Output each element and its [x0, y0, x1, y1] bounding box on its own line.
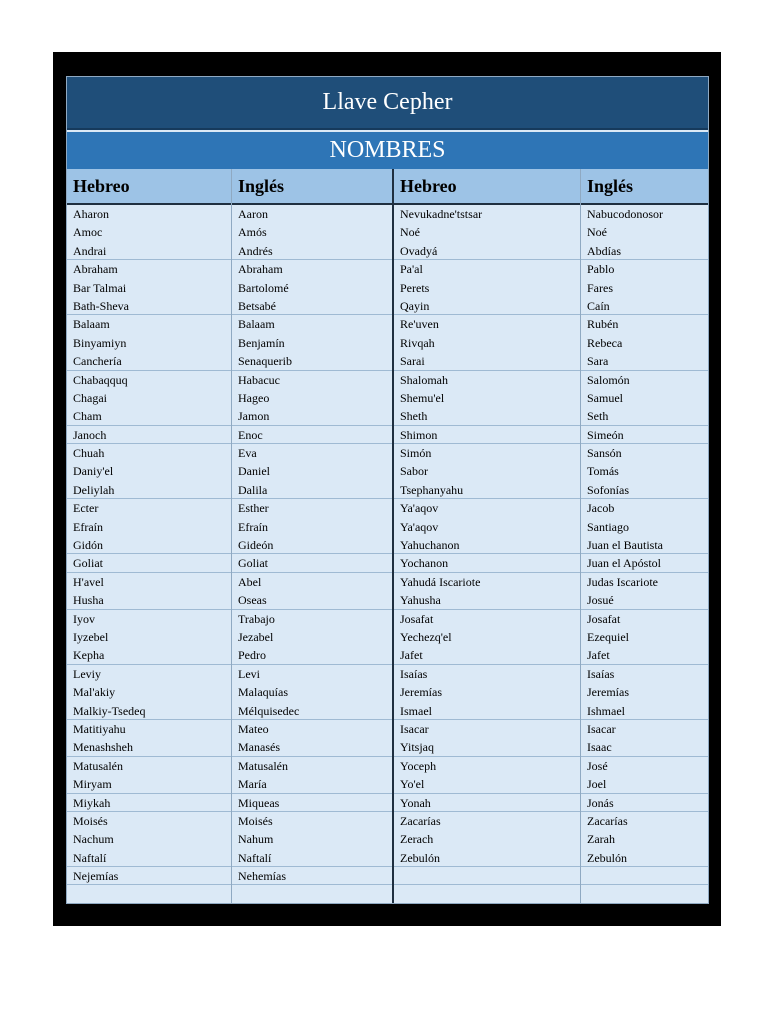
cell-hebrew-right: Yechezq'el [400, 629, 452, 644]
cell-hebrew-left: Leviy [73, 666, 101, 681]
cell-hebrew-left: Abraham [73, 262, 118, 277]
cell-hebrew-right: Perets [400, 280, 430, 295]
cell-hebrew-left: Aharon [73, 207, 109, 221]
cell-english-left: Moisés [238, 813, 273, 828]
cell-hebrew-left: Malkiy-Tsedeq [66, 702, 231, 720]
cell-hebrew-right: Zerach [400, 832, 434, 847]
cell-english-left: Enoc [231, 426, 393, 444]
header-hebrew-left: Hebreo [73, 176, 130, 196]
cell-hebrew-left: Bath-Sheva [66, 297, 231, 315]
cell-hebrew-left: Amoc [73, 225, 103, 240]
cell-english-left: Manasés [231, 738, 393, 756]
cell-english-right: Juan el Apóstol [580, 554, 709, 572]
header-english-right: Inglés [587, 176, 634, 196]
cell-english-left: Nahum [238, 832, 274, 847]
cell-hebrew-right: Sarai [393, 352, 580, 370]
cell-hebrew-right: Yitsjaq [393, 738, 580, 756]
cell-english-right: Jonás [580, 794, 709, 812]
cell-hebrew-left: Menashsheh [66, 738, 231, 756]
cell-english-left: Mélquisedec [231, 702, 393, 720]
cell-english-left: Andrés [231, 242, 393, 260]
cell-hebrew-left: Andrai [66, 242, 231, 260]
cell-hebrew-right: Ya'aqov [400, 519, 439, 534]
cell-hebrew-left: Balaam [73, 317, 110, 332]
cell-hebrew-right: Jafet [393, 646, 580, 664]
cell-english-left: Dalila [231, 481, 393, 499]
cell-hebrew-left: H'avel [73, 574, 104, 589]
cell-hebrew-right: Nevukadne'tstsar [400, 207, 483, 221]
cell-english-left: Benjamín [238, 335, 285, 350]
cell-english-left: María [231, 775, 393, 793]
cell-english-right: Noé [587, 225, 607, 240]
cell-english-left: Jamon [231, 407, 393, 425]
cell-hebrew-right: Shalomah [400, 372, 448, 387]
cell-hebrew-left: Gidón [66, 536, 231, 554]
cell-english-right [580, 885, 709, 903]
column-divider [580, 169, 581, 904]
cell-hebrew-left: Janoch [66, 426, 231, 444]
cell-english-right: Judas Iscariote [587, 574, 658, 589]
cell-hebrew-right: Yahusha [393, 591, 580, 609]
table-subtitle: NOMBRES [66, 132, 709, 169]
cell-english-right: Pablo [587, 262, 615, 277]
cell-hebrew-left: Goliat [66, 554, 231, 572]
cell-english-right: Nabucodonosor [587, 207, 663, 221]
cell-english-right: Isaac [580, 738, 709, 756]
cell-english-right: Isaías [587, 666, 615, 681]
cell-hebrew-left: Kepha [66, 646, 231, 664]
cell-english-right: Sofonías [580, 481, 709, 499]
cell-hebrew-right [393, 867, 580, 885]
cell-english-right: Samuel [587, 390, 623, 405]
cell-english-left: Balaam [238, 317, 275, 332]
cell-english-left: Aaron [238, 207, 268, 221]
cell-hebrew-left: Canchería [66, 352, 231, 370]
cell-hebrew-right: Sabor [400, 464, 428, 479]
cell-hebrew-left: Binyamiyn [73, 335, 127, 350]
cell-english-right: Tomás [587, 464, 619, 479]
cell-english-right [580, 867, 709, 885]
cell-hebrew-left: Nachum [73, 832, 114, 847]
cell-hebrew-left: Iyov [73, 611, 95, 626]
cell-hebrew-left: Deliylah [66, 481, 231, 499]
names-table [66, 76, 709, 904]
cell-hebrew-right: Pa'al [400, 262, 423, 277]
cell-hebrew-left: Ecter [73, 501, 99, 516]
cell-hebrew-left: Daniy'el [73, 464, 114, 479]
cell-hebrew-right: Noé [400, 225, 420, 240]
cell-hebrew-right: Ismael [393, 702, 580, 720]
cell-english-right: Isacar [587, 721, 616, 736]
cell-english-right: Rebeca [587, 335, 623, 350]
cell-hebrew-right: Yonah [393, 794, 580, 812]
cell-english-right: Santiago [587, 519, 629, 534]
cell-hebrew-right: Jeremías [400, 685, 442, 700]
cell-english-right: Sara [580, 352, 709, 370]
cell-hebrew-right: Yahudá Iscariote [400, 574, 481, 589]
column-hebrew-left [66, 205, 231, 904]
cell-hebrew-left: Efraín [73, 519, 103, 534]
cell-english-left: Gideón [231, 536, 393, 554]
cell-hebrew-left: Iyzebel [73, 629, 109, 644]
cell-english-left: Habacuc [238, 372, 280, 387]
cell-hebrew-right: Isaías [400, 666, 428, 681]
cell-english-left: Pedro [231, 646, 393, 664]
cell-english-right: Seth [580, 407, 709, 425]
cell-hebrew-left: Mal'akiy [73, 685, 116, 700]
cell-english-left: Goliat [231, 554, 393, 572]
cell-english-right: Juan el Bautista [580, 536, 709, 554]
cell-english-right: Caín [580, 297, 709, 315]
cell-english-right: Zarah [587, 832, 615, 847]
cell-hebrew-left: Nejemías [66, 867, 231, 885]
header-hebrew-right: Hebreo [400, 176, 457, 196]
cell-hebrew-left: Husha [66, 591, 231, 609]
cell-english-right: Jeremías [587, 685, 629, 700]
cell-hebrew-right: Yo'el [393, 775, 580, 793]
cell-english-left: Levi [238, 666, 260, 681]
cell-hebrew-left: Bar Talmai [73, 280, 127, 295]
cell-english-left: Esther [238, 501, 269, 516]
column-divider [231, 169, 232, 904]
cell-hebrew-left: Miryam [66, 775, 231, 793]
cell-english-left: Abraham [238, 262, 283, 277]
center-divider [392, 169, 394, 904]
cell-english-left: Daniel [238, 464, 270, 479]
cell-english-left: Hageo [238, 390, 270, 405]
cell-hebrew-right: Sheth [393, 407, 580, 425]
cell-hebrew-right: Josafat [400, 611, 434, 626]
cell-hebrew-left: Chagai [73, 390, 107, 405]
cell-english-right: Ishmael [580, 702, 709, 720]
cell-hebrew-right: Ovadyá [393, 242, 580, 260]
cell-english-left: Efraín [238, 519, 268, 534]
cell-hebrew-left: Matitiyahu [73, 721, 126, 736]
table-title: Llave Cepher [66, 76, 709, 130]
cell-english-right: José [587, 758, 608, 773]
cell-english-right: Sansón [587, 446, 622, 461]
cell-english-left: Matusalén [238, 758, 288, 773]
cell-hebrew-right: Isacar [400, 721, 429, 736]
cell-english-left: Jezabel [238, 629, 274, 644]
cell-hebrew-right: Tsephanyahu [393, 481, 580, 499]
cell-english-right: Rubén [587, 317, 619, 332]
cell-hebrew-right: Yochanon [393, 554, 580, 572]
cell-hebrew-left [66, 885, 231, 903]
cell-hebrew-right: Qayin [393, 297, 580, 315]
cell-hebrew-left: Naftalí [66, 849, 231, 867]
cell-english-left: Eva [238, 446, 257, 461]
cell-english-right: Joel [580, 775, 709, 793]
cell-english-right: Ezequiel [587, 629, 629, 644]
cell-english-left [231, 885, 393, 903]
cell-english-left: Abel [238, 574, 262, 589]
cell-hebrew-left: Chuah [73, 446, 105, 461]
cell-english-left: Bartolomé [238, 280, 289, 295]
cell-hebrew-left: Miykah [66, 794, 231, 812]
cell-english-right: Zacarías [587, 813, 628, 828]
cell-english-right: Simeón [580, 426, 709, 444]
cell-english-right: Zebulón [580, 849, 709, 867]
cell-english-left: Mateo [238, 721, 269, 736]
cell-english-left: Nehemías [231, 867, 393, 885]
cell-hebrew-right: Shemu'el [400, 390, 445, 405]
cell-hebrew-right [393, 885, 580, 903]
cell-hebrew-right: Yoceph [400, 758, 437, 773]
cell-english-right: Jafet [580, 646, 709, 664]
table-body [66, 205, 709, 904]
cell-english-left: Naftalí [231, 849, 393, 867]
cell-hebrew-right: Yahuchanon [393, 536, 580, 554]
cell-english-right: Abdías [580, 242, 709, 260]
cell-hebrew-right: Zebulón [393, 849, 580, 867]
cell-english-left: Betsabé [231, 297, 393, 315]
cell-hebrew-left: Chabaqquq [73, 372, 128, 387]
cell-english-left: Trabajo [238, 611, 275, 626]
cell-hebrew-left: Matusalén [73, 758, 123, 773]
cell-hebrew-right: Shimon [393, 426, 580, 444]
cell-hebrew-right: Re'uven [400, 317, 439, 332]
column-hebrew-right [393, 205, 580, 904]
cell-hebrew-right: Rivqah [400, 335, 435, 350]
header-english-left: Inglés [238, 176, 285, 196]
column-header-row [66, 169, 709, 205]
cell-english-right: Fares [587, 280, 613, 295]
column-english-left [231, 205, 393, 904]
cell-hebrew-right: Zacarías [400, 813, 441, 828]
cell-english-left: Oseas [231, 591, 393, 609]
cell-english-right: Jacob [587, 501, 615, 516]
cell-english-left: Miqueas [231, 794, 393, 812]
cell-hebrew-left: Moisés [73, 813, 108, 828]
cell-english-right: Salomón [587, 372, 630, 387]
cell-hebrew-right: Ya'aqov [400, 501, 439, 516]
cell-english-left: Amós [238, 225, 267, 240]
cell-english-left: Malaquías [238, 685, 288, 700]
cell-english-left: Senaquerib [231, 352, 393, 370]
cell-english-right: Josué [580, 591, 709, 609]
column-english-right [580, 205, 709, 904]
cell-hebrew-left: Cham [66, 407, 231, 425]
page-frame [53, 52, 721, 926]
cell-english-right: Josafat [587, 611, 621, 626]
cell-hebrew-right: Simón [400, 446, 432, 461]
